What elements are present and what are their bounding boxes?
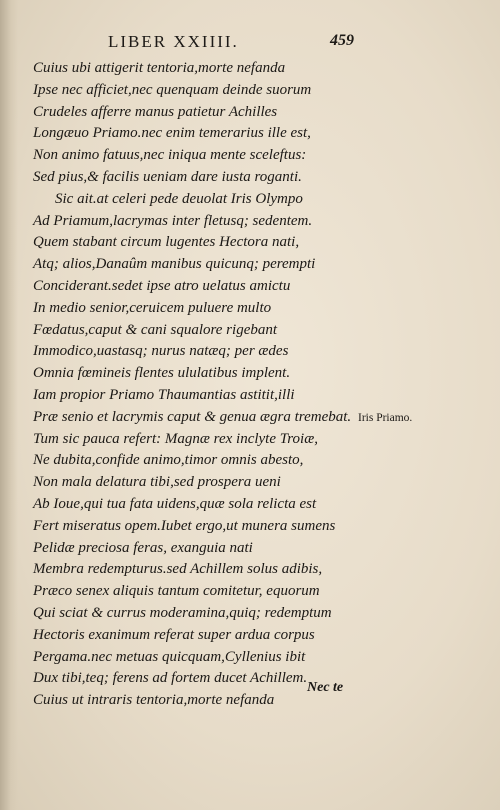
verse-line: Fœdatus,caput & cani squalore rigebant xyxy=(33,321,278,338)
verse-line: In medio senior,ceruicem puluere multo xyxy=(33,299,272,316)
running-head: LIBER XXIIII. xyxy=(108,32,239,51)
verse-line: Conciderant.sedet ipse atro uelatus amictu xyxy=(33,277,291,294)
verse-line: Fert miseratus opem.Iubet ergo,ut munera sumens xyxy=(33,517,336,534)
verse-line: Crudeles afferre manus patietur Achilles xyxy=(33,103,278,120)
catchword: Nec te xyxy=(307,680,344,695)
verse-line: Iam propior Priamo Thaumantias astitit,illi xyxy=(33,386,295,403)
verse-line: Immodico,uastasq; nurus natæq; per ædes xyxy=(33,343,289,360)
verse-line: Ab Ioue,qui tua fata uidens,quæ sola relicta est xyxy=(33,495,317,512)
verse-line: Præco senex aliquis tantum comitetur, equorum xyxy=(33,583,320,600)
verse-line: Non mala delatura tibi,sed prospera ueni xyxy=(33,474,281,491)
verse-line: Dux tibi,teq; ferens ad fortem ducet Achillem. xyxy=(33,670,308,687)
verse-line: Membra redempturus.sed Achillem solus adibis, xyxy=(33,561,323,578)
verse-line: Ipse nec afficiet,nec quenquam deinde suorum xyxy=(33,81,312,98)
verse-block xyxy=(33,58,363,712)
verse-line: Præ senio et lacrymis caput & genua ægra tremebat. xyxy=(33,408,352,425)
verse-line: Omnia fœmineis flentes ululatibus implent. xyxy=(33,365,291,382)
folio-number: 459 xyxy=(330,32,354,49)
verse-line: Ad Priamum,lacrymas inter fletusq; sedentem. xyxy=(33,212,313,229)
verse-line: Pelidæ preciosa feras, exanguia nati xyxy=(33,539,253,556)
verse-line: Atq; alios,Danaûm manibus quicunq; perempti xyxy=(33,256,316,273)
verse-line: Hectoris exanimum referat super ardua corpus xyxy=(33,626,315,643)
verse-line: Cuius ut intraris tentoria,morte nefanda xyxy=(33,692,275,709)
verse-line: Sed pius,& facilis ueniam dare iusta roganti. xyxy=(33,168,302,185)
marginal-note: Iris Priamo. xyxy=(358,412,413,424)
verse-line: Quem stabant circum lugentes Hectora nati, xyxy=(33,234,300,251)
verse-line: Tum sic pauca refert: Magnæ rex inclyte Troiæ, xyxy=(33,430,318,447)
verse-line: Pergama.nec metuas quicquam,Cyllenius ibit xyxy=(33,648,306,665)
verse-line: Longæuo Priamo.nec enim temerarius ille est, xyxy=(33,125,311,142)
verse-line: Ne dubita,confide animo,timor omnis abesto, xyxy=(33,452,304,469)
page-gutter-shadow xyxy=(0,0,18,810)
verse-line: Non animo fatuus,nec iniqua mente sceleftus: xyxy=(33,147,307,164)
verse-line: Cuius ubi attigerit tentoria,morte nefanda xyxy=(33,60,286,76)
verse-line: Sic ait.at celeri pede deuolat Iris Olympo xyxy=(55,190,303,207)
verse-line: Qui sciat & currus moderamina,quiq; redemptum xyxy=(33,604,332,621)
